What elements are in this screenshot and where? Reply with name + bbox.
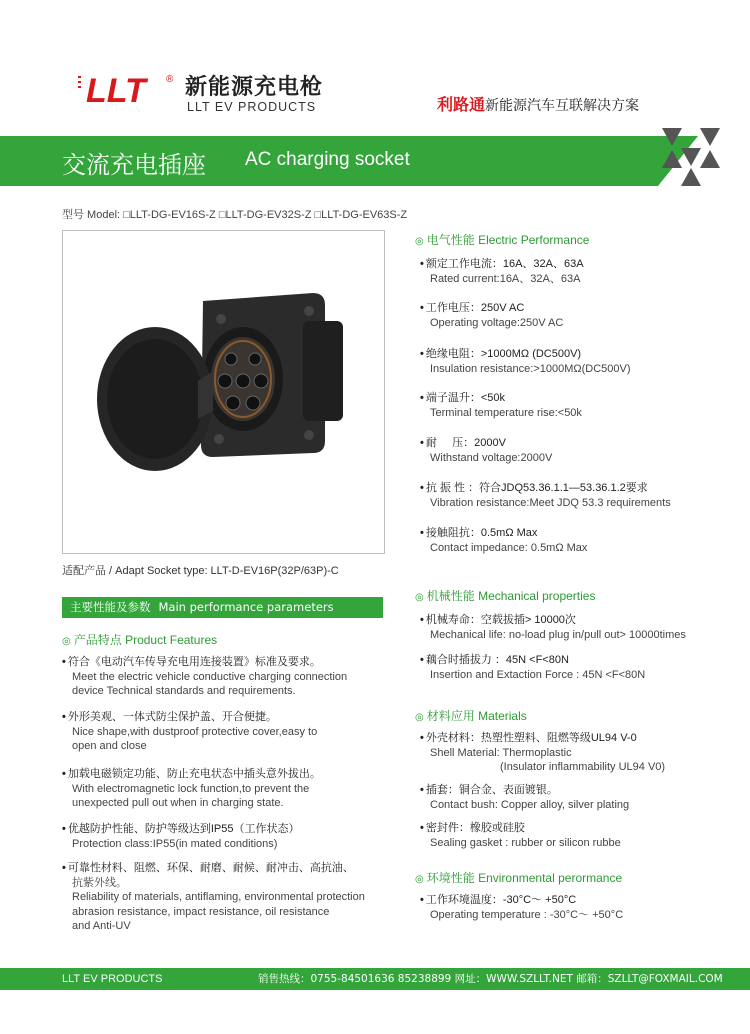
bullet-icon: •	[420, 392, 424, 404]
page-title-cn: 交流充电插座	[62, 151, 206, 179]
footer-brand: LLT EV PRODUCTS	[62, 973, 163, 985]
spec-en: Contact impedance: 0.5mΩ Max	[430, 541, 588, 554]
bullet-icon: •	[420, 894, 424, 906]
page-title-en: AC charging socket	[245, 149, 410, 170]
spec-en: Shell Material: Thermoplastic	[430, 746, 572, 759]
footer-bar	[0, 968, 750, 990]
section-bullet-icon: ◎	[62, 636, 71, 647]
spec-item	[420, 821, 740, 850]
main-performance-cn: 主要性能及参数	[70, 600, 151, 614]
bullet-icon: •	[420, 258, 424, 270]
feature-en: Meet the electric vehicle conductive charging connection	[72, 670, 348, 683]
product-features-title: 产品特点 Product Features	[73, 633, 218, 647]
feature-en: device Technical standards and requirements.	[72, 685, 296, 697]
feature-item	[62, 822, 392, 851]
spec-en: Sealing gasket : rubber or silicon rubbe	[430, 836, 621, 849]
spec-cn: 工作环境温度：-30°C～ +50°C	[425, 894, 577, 906]
slogan-brand: 利路通	[437, 95, 486, 114]
bullet-icon: •	[420, 527, 424, 539]
spec-cn: 绝缘电阻：>1000MΩ (DC500V)	[425, 348, 582, 360]
product-photo	[62, 230, 385, 554]
spec-en: Withstand voltage:2000V	[430, 451, 553, 464]
spec-en: Insulation resistance:>1000MΩ(DC500V)	[430, 362, 631, 375]
svg-text:®: ®	[166, 74, 174, 85]
spec-en: Terminal temperature rise:<50k	[430, 406, 582, 419]
spec-item	[420, 893, 740, 922]
feature-cn-cont: 抗紫外线。	[72, 876, 127, 889]
spec-item	[420, 783, 740, 812]
feature-en: Nice shape,with dustproof protective cover,easy to	[72, 725, 318, 738]
spec-en: Vibration resistance:Meet JDQ 53.3 requirements	[430, 496, 671, 509]
product-features-heading	[62, 631, 217, 648]
bullet-icon: •	[62, 823, 66, 835]
section-bullet-icon: ◎	[415, 712, 424, 723]
feature-en: Protection class:IP55(in mated conditions)	[72, 837, 278, 850]
feature-en: open and close	[72, 740, 147, 752]
bullet-icon: •	[62, 862, 66, 874]
mechanical-title: 机械性能 Mechanical properties	[426, 589, 596, 603]
triangle-logo-icon	[660, 128, 722, 186]
materials-heading	[415, 707, 527, 724]
electric-title: 电气性能 Electric Performance	[426, 233, 590, 247]
slogan-text: 新能源汽车互联解决方案	[485, 98, 640, 114]
section-bullet-icon: ◎	[415, 874, 424, 885]
bullet-icon: •	[62, 656, 66, 668]
bullet-icon: •	[62, 768, 66, 780]
spec-en: Mechanical life: no-load plug in/pull out> 10000times	[430, 628, 686, 641]
spec-cn: 耐 压：2000V	[425, 437, 506, 449]
feature-en: With electromagnetic lock function,to prevent the	[72, 782, 310, 795]
section-bullet-icon: ◎	[415, 592, 424, 603]
bullet-icon: •	[420, 822, 424, 834]
spec-item	[420, 436, 740, 465]
brand-name-en: LLT EV PRODUCTS	[187, 100, 317, 114]
spec-item	[420, 526, 740, 555]
spec-item	[420, 653, 740, 682]
feature-en: unexpected pull out when in charging state.	[72, 797, 284, 809]
feature-item	[62, 655, 392, 699]
materials-title: 材料应用 Materials	[426, 709, 527, 723]
main-performance-en: Main performance parameters	[158, 600, 334, 614]
spec-en: Rated current:16A、32A、63A	[430, 272, 581, 285]
adapt-socket-line: 适配产品 / Adapt Socket type: LLT-D-EV16P(32P/63P)-C	[62, 565, 339, 577]
footer-contact: 销售热线：0755-84501636 85238899 网址：WWW.SZLLT.NET 邮箱：SZLLT@FOXMAIL.COM	[258, 973, 723, 985]
feature-cn: 符合《电动汽车传导充电用连接装置》标准及要求。	[67, 656, 321, 668]
spec-item	[420, 613, 740, 642]
bullet-icon: •	[420, 732, 424, 744]
feature-cn: 优越防护性能、防护等级达到IP55（工作状态）	[67, 823, 300, 835]
spec-item	[420, 301, 740, 330]
spec-cn: 机械寿命：空载拔插> 10000次	[425, 614, 576, 626]
spec-item	[420, 391, 740, 420]
environment-heading	[415, 869, 622, 886]
slogan	[437, 92, 639, 115]
bullet-icon: •	[420, 784, 424, 796]
bullet-icon: •	[420, 614, 424, 626]
feature-cn: 加载电磁锁定功能、防止充电状态中插头意外拔出。	[67, 768, 321, 780]
spec-cn: 外壳材料：热塑性塑料、阻燃等级UL94 V-0	[425, 732, 637, 744]
spec-cn: 接触阻抗：0.5mΩ Max	[425, 527, 538, 539]
feature-item	[62, 861, 392, 934]
brand-name-cn: 新能源充电枪	[185, 75, 324, 100]
bullet-icon: •	[420, 302, 424, 314]
feature-cn: 可靠性材料、阻燃、环保、耐磨、耐候、耐冲击、高抗油、	[67, 862, 354, 874]
spec-cn: 额定工作电流：16A、32A、63A	[425, 258, 584, 270]
bullet-icon: •	[420, 654, 424, 666]
spec-cn: 端子温升：<50k	[425, 392, 506, 404]
bullet-icon: •	[420, 348, 424, 360]
spec-cn: 插套：铜合金、表面镀银。	[425, 784, 558, 796]
section-bullet-icon: ◎	[415, 236, 424, 247]
environment-title: 环境性能 Environmental perormance	[426, 871, 623, 885]
electric-heading	[415, 231, 589, 248]
model-line: 型号 Model: □LLT-DG-EV16S-Z □LLT-DG-EV32S-Z □LLT-DG-EV63S-Z	[62, 209, 408, 221]
spec-cn: 藕合时插拔力 ：45N <F<80N	[425, 654, 569, 666]
spec-cn: 工作电压：250V AC	[425, 302, 525, 314]
feature-en: abrasion resistance, impact resistance, oil resistance	[72, 905, 330, 918]
spec-cn: 密封件：橡胶或硅胶	[425, 822, 525, 834]
charging-socket-image	[63, 231, 384, 553]
spec-en: Insertion and Extaction Force : 45N <F<80N	[430, 668, 646, 681]
spec-en: Operating temperature : -30°C～ +50°C	[430, 908, 624, 921]
bullet-icon: •	[420, 482, 424, 494]
spec-cn: 抗 振 性 ：符合JDQ53.36.1.1—53.36.1.2要求	[425, 482, 648, 494]
spec-en: (Insulator inflammability UL94 V0)	[500, 761, 666, 773]
feature-item	[62, 710, 392, 754]
mechanical-heading	[415, 587, 595, 604]
llt-logo-icon	[78, 70, 178, 108]
feature-en: Reliability of materials, antiflaming, environmental protection	[72, 891, 365, 903]
spec-item	[420, 481, 740, 510]
svg-text:LLT: LLT	[86, 72, 146, 108]
spec-item	[420, 257, 740, 286]
feature-cn: 外形美观、一体式防尘保护盖、开合便捷。	[67, 711, 277, 723]
feature-item	[62, 767, 392, 811]
feature-en: and Anti-UV	[72, 920, 131, 932]
spec-en: Contact bush: Copper alloy, silver plating	[430, 798, 630, 811]
bullet-icon: •	[420, 437, 424, 449]
bullet-icon: •	[62, 711, 66, 723]
spec-item	[420, 731, 740, 775]
spec-en: Operating voltage:250V AC	[430, 316, 564, 329]
main-performance-bar	[62, 597, 383, 618]
spec-item	[420, 347, 740, 376]
